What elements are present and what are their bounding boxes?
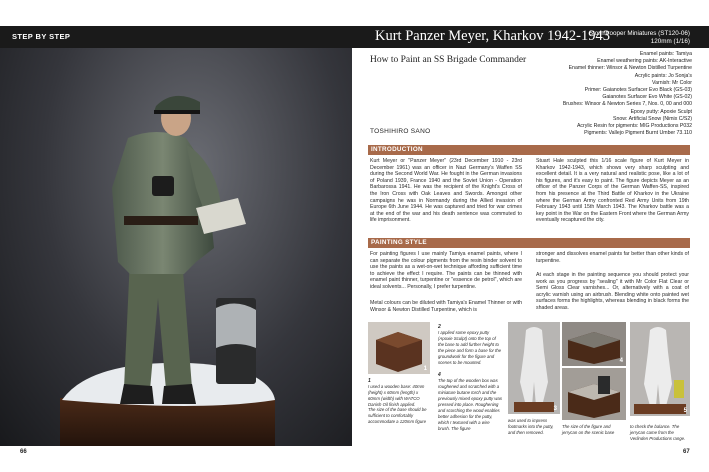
step-caption-5a: The size of the figure and jerrycan on the scenic base xyxy=(562,424,615,435)
kit-reference xyxy=(540,30,690,46)
step-photo-4b xyxy=(562,368,626,420)
painting-text-col1a: For painting figures I use mainly Tamiya enamel paints, where I can separate the colour pigments from the resin binder solvent to use the paints as a wet-on-wet technique affording sufficient time to achieve the effect I require. The paints can be thinned with enamel paint thinner, turpentine or "essence de petrol", which are ideal solvents... Personally, I prefer turpentine. xyxy=(370,251,522,290)
step-number: 3 xyxy=(553,406,557,412)
painting-text-col1b: Metal colours can be diluted with Tamiya's Enamel Thinner or with Winsor & Newton Distilled Turpentine, which is xyxy=(370,300,522,313)
step-number: 4 xyxy=(619,358,623,364)
intro-text-col2: Stuart Hale sculpted this 1/16 scale figure of Kurt Meyer in Kharkov 1942-1943, which shows very sharp sculpting and excellent detail. It is a very natural and realistic pose, like a lot of his figures, and it's easy to paint. The figure depicts Meyer as an officer of the Panzer Corps of the German Waffen-SS, inspired from his presence at the Third Battle of Kharkov in the Ukraine where the German Army confronted Red Army Units from 19th February 1943 until 15th March 1943. The Kharkov battle was a key point in the War on the Eastern Front where the German Army eventually recaptured the city. xyxy=(536,158,689,224)
materials-item: Epoxy putty: Apoxie Sculpt xyxy=(630,108,692,115)
introduction-heading: INTRODUCTION xyxy=(371,146,423,153)
painting-style-heading: PAINTING STYLE xyxy=(371,239,427,246)
section-label: STEP BY STEP xyxy=(12,32,71,41)
step-caption-1-cont: The size of the base should be sufficient to comfortably accommodate a 120mm figure xyxy=(368,407,427,424)
page-number-left: 66 xyxy=(20,449,27,455)
materials-item: Brushes: Winsor & Newton Series 7, Nos. 0, 00 and 000 xyxy=(562,101,692,108)
step-photo-3 xyxy=(508,322,560,414)
article-subtitle: How to Paint an SS Brigade Commander xyxy=(370,55,527,65)
step-photo-1 xyxy=(368,322,430,374)
materials-item: Acrylic paints: Jo Sonja's xyxy=(634,72,692,79)
page-number-right: 67 xyxy=(683,449,690,455)
step-caption-5b: to check the balance. The jerrycan came from the Verlinden Productions range. xyxy=(630,424,686,441)
materials-item: Pigments: Vallejo Pigment Burnt Umber 73.110 xyxy=(584,130,692,137)
materials-item: Gaianotes Surfacer Evo White (GS-02) xyxy=(602,94,692,101)
author-name: TOSHIHIRO SANO xyxy=(370,128,431,135)
painting-style-heading-bar xyxy=(368,238,690,248)
kit-ref-scale: 120mm (1/16) xyxy=(650,38,690,45)
figure-illustration xyxy=(0,48,352,446)
materials-item: Enamel weathering paints: AK-Interactive xyxy=(597,58,692,65)
materials-list xyxy=(520,51,692,137)
step-caption-1: 1 I used a wooden base: 40mm (height) x 60mm (length) x 60mm (width) with WATCO Danish Oil finish applied. xyxy=(368,378,425,407)
painting-text-col2a: stronger and dissolves enamel paints far better than other kinds of turpentine. xyxy=(536,251,689,264)
introduction-heading-bar xyxy=(368,145,690,155)
painting-text-col2b: At each stage in the painting sequence you should protect your work as you progress by "sealing" it with Mr Color Flat Clear or Semi Gloss Clear varnishes... Or, alternatively with a coat of acrylic varnish using an airbrush. Blending white onto painted wet surfaces forms the highlights, whereas blending in black forms the shaded areas. xyxy=(536,272,689,311)
materials-item: Primer: Gaianotes Surfacer Evo Black (GS-03) xyxy=(584,87,692,94)
article-title: Kurt Panzer Meyer, Kharkov 1942-1943 xyxy=(375,28,610,44)
step-photo-4 xyxy=(562,322,626,366)
materials-item: Snow: Artificial Snow (Nimix C/S2) xyxy=(613,115,692,122)
materials-item: Varnish: Mr Color xyxy=(652,79,692,86)
kit-ref-maker: Stormtrooper Miniatures (ST120-06) xyxy=(588,30,690,37)
materials-item: Enamel paints: Tamiya xyxy=(639,51,692,57)
step-number: 5 xyxy=(683,408,687,414)
step-number: 1 xyxy=(423,366,427,372)
materials-item: Acrylic Resin for pigments: MIG Productions P032 xyxy=(576,123,692,130)
materials-item: Enamel thinner: Winsor & Newton Distilled Turpentine xyxy=(568,65,692,72)
step-photo-5 xyxy=(630,322,690,416)
figure-photo xyxy=(0,48,352,446)
greatcoat xyxy=(112,132,214,274)
cap xyxy=(154,96,200,112)
step-caption-3: was used to impress footmarks into the putty, and then removed. xyxy=(508,418,554,435)
intro-text-col1: Kurt Meyer or "Panzer Meyer" (23rd December 1910 - 23rd December 1961) was an officer in Nazi Germany's Waffen SS during the Second World War. He fought in the German invasions of Poland 1939, France 1940 and the Soviet Union - Operation Barbarossa 1941. He was the recipient of the Knight's Cross of the Iron Cross with Oak Leaves and Swords. Amongst other campaigns he was in Normandy during the Allied invasion of Europe 6th June 1944. He was captured and tried for war crimes at the end of the war and his death sentence was commuted to life imprisonment. xyxy=(370,158,522,224)
step-caption-4: 4 The top of the wooden box was roughened and scratched with a miniature butane torch and the previously mixed epoxy putty was pressed into place. Roughening and scorching the wood enables better adhesion for the putty, which I textured with a wire brush. The figure xyxy=(438,372,503,431)
step-caption-2: 2 I applied some epoxy putty (Apoxie Sculpt) onto the top of the base to add further height to the piece and form a base for the groundwork for the figure and scenes to be mounted. xyxy=(438,324,502,365)
